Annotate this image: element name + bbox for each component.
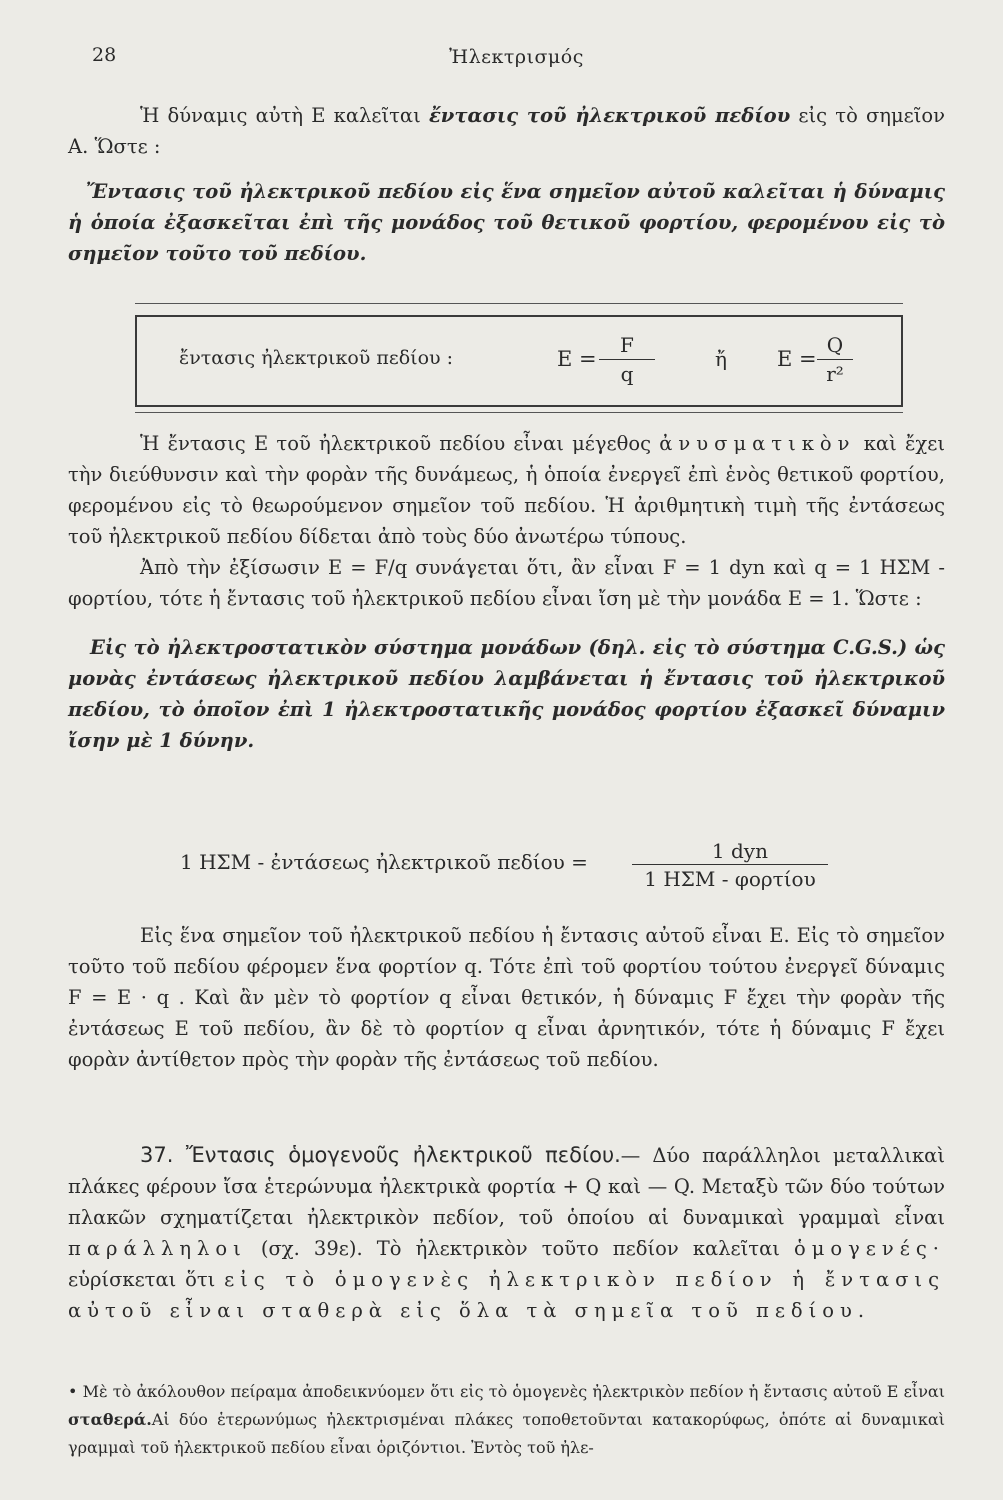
lower-section (68, 920, 945, 1075)
definition-1: Ἔντασις τοῦ ἠλεκτρικοῦ πεδίου εἰς ἕνα σημεῖον αὐτοῦ καλεῖται ἡ δύναμις ἡ ὁποία ἐξασκεῖται ἐπὶ τῆς μονάδος τοῦ θετικοῦ φορτίου, φερομένου εἰς τὸ σημεῖον τοῦτο τοῦ πεδίου. (68, 180, 945, 265)
para1-text-a: Ἡ δύναμις αὐτὴ Ε καλεῖται (140, 104, 429, 127)
footnote-text (68, 1378, 945, 1462)
section-heading: 37. Ἔντασις ὁμογενοῦς ἠλεκτρικοῦ πεδίου. (140, 1143, 621, 1167)
definition-2: Εἰς τὸ ἠλεκτροστατικὸν σύστημα μονάδων (δηλ. εἰς τὸ σύστημα C.G.S.) ὡς μονὰς ἐντάσεως ἠλεκτρικοῦ πεδίου λαμβάνεται ἡ ἔντασις τοῦ ἠλεκτρικοῦ πεδίου, τὸ ὁποῖον ἐπὶ 1 ἠλεκτροστατικῆς μονάδος φορτίου ἐξασκεῖ δύναμιν ἴσην μὲ 1 δύνην. (68, 636, 945, 752)
fraction-numerator: Q (826, 333, 844, 357)
para1-text-b: εἰς τὸ σημεῖον Α. Ὥστε : (68, 104, 945, 158)
formula-rule-bottom (135, 412, 903, 413)
paragraph-4: Εἰς ἕνα σημεῖον τοῦ ἠλεκτρικοῦ πεδίου ἡ ἔντασις αὐτοῦ εἶναι Ε. Εἰς τὸ σημεῖον τοῦτο τοῦ πεδίου φέρομεν ἕνα φορτίον q. Τότε ἐπὶ τοῦ φορτίου τούτου ἐνεργεῖ δύναμις F = E · q . Καὶ ἂν μὲν τὸ φορτίον q εἶναι θετικόν, ἡ δύναμις F ἔχει τὴν φορὰν τῆς ἐντάσεως Ε τοῦ πεδίου, ἂν δὲ τὸ φορτίον q εἶναι ἀρνητικόν, τότε ἡ δύναμις F ἔχει φορὰν ἀντίθετον πρὸς τὴν φορὰν τῆς ἐντάσεως τοῦ πεδίου. (68, 924, 945, 1071)
section-spaced-a: παράλληλοι (68, 1237, 247, 1260)
section-text-a: — Δύο παράλληλοι μεταλλικαὶ πλάκες φέρουν ἴσα ἑτερώνυμα ἠλεκτρικὰ φορτία + Q καὶ — Q. Μεταξὺ τῶν δύο τούτων πλακῶν σχηματίζεται ἠλεκτρικὸν πεδίον, τοῦ ὁποίου αἱ δυναμικαὶ γραμμαὶ εἶναι (68, 1144, 945, 1229)
fraction-denominator: r² (826, 362, 844, 386)
paragraph-2 (68, 428, 945, 552)
fraction-denominator: 1 ΗΣΜ - φορτίου (644, 867, 816, 891)
unit-formula (180, 838, 880, 898)
para1-bold-term: ἔντασις τοῦ ἠλεκτρικοῦ πεδίου (428, 104, 791, 127)
para2-spaced-term: ἀνυσματικὸν (659, 432, 856, 455)
paragraph-1 (68, 100, 945, 162)
unit-formula-fraction (632, 838, 828, 893)
paragraph-3: Ἀπὸ τὴν ἐξίσωσιν Ε = F/q συνάγεται ὅτι, ἂν εἶναι F = 1 dyn καὶ q = 1 ΗΣΜ - φορτίου, τότε ἡ ἔντασις τοῦ ἠλεκτρικοῦ πεδίου εἶναι ἴση μὲ τὴν μονάδα Ε = 1. Ὥστε : (68, 556, 945, 610)
running-title: Ἠλεκτρισμός (449, 46, 584, 68)
section-text-c: εὑρίσκεται ὅτι (68, 1268, 225, 1291)
unit-formula-left: 1 ΗΣΜ - ἐντάσεως ἠλεκτρικοῦ πεδίου = (180, 850, 588, 874)
section-37 (68, 1140, 945, 1326)
fraction-q-over-r2 (817, 331, 853, 388)
para2-text-b: καὶ ἔχει τὴν διεύθυνσιν καὶ τὴν φορὰν τῆς δυνάμεως, ἡ ὁποία ἐνεργεῖ ἐπὶ ἑνὸς θετικοῦ φορτίου, φερομένου εἰς τὸ θεωρούμενον σημεῖον τοῦ πεδίου. Ἡ ἀριθμητικὴ τιμὴ τῆς ἐντάσεως τοῦ ἠλεκτρικοῦ πεδίου δίδεται ἀπὸ τοὺς δύο ἀνωτέρω τύπους. (68, 432, 945, 548)
formula-box (135, 315, 903, 407)
footnote-text-b: Αἱ δύο ἑτερωνύμως ἠλεκτρισμέναι πλάκες τοποθετοῦνται κατακορύφως, ὁπότε αἱ δυναμικαὶ γραμμαὶ τοῦ ἠλεκτρικοῦ πεδίου εἶναι ὁριζόντιοι. Ἐντὸς τοῦ ἠλε- (68, 1410, 945, 1457)
formula-e2: E = (777, 347, 817, 371)
fraction-numerator: 1 dyn (711, 839, 768, 863)
middle-section (68, 428, 945, 756)
page-header (92, 44, 941, 74)
section-spaced-b: ὁμογενές· (794, 1237, 945, 1260)
footnote-bold: σταθερά. (68, 1410, 152, 1429)
formula-rule-top (135, 303, 903, 304)
fraction-denominator: q (620, 362, 634, 386)
para2-text-a: Ἡ ἔντασις Ε τοῦ ἠλεκτρικοῦ πεδίου εἶναι μέγεθος (140, 432, 660, 455)
section-text-b: (σχ. 39ε). Τὸ ἠλεκτρικὸν τοῦτο πεδίον καλεῖται (246, 1237, 794, 1260)
section-37-paragraph (68, 1140, 945, 1326)
footnote (68, 1378, 945, 1462)
footnote-text-a: • Μὲ τὸ ἀκόλουθον πείραμα ἀποδεικνύομεν ὅτι εἰς τὸ ὁμογενὲς ἠλεκτρικὸν πεδίον ἡ ἔντασις αὐτοῦ Ε εἶναι (68, 1382, 945, 1401)
fraction-f-over-q (599, 331, 655, 388)
formula-label: ἔντασις ἠλεκτρικοῦ πεδίου : (179, 347, 454, 369)
page-number: 28 (92, 44, 117, 66)
formula-or: ἤ (715, 347, 727, 371)
formula-e1: E = (557, 347, 597, 371)
section-spaced-c: εἰς τὸ ὁμογενὲς ἠλεκτρικὸν πεδίον ἡ ἔντασις αὐτοῦ εἶναι σταθερὰ εἰς ὅλα τὰ σημεῖα τοῦ πεδίου. (68, 1268, 945, 1322)
fraction-numerator: F (620, 333, 634, 357)
intro-section (68, 100, 945, 269)
